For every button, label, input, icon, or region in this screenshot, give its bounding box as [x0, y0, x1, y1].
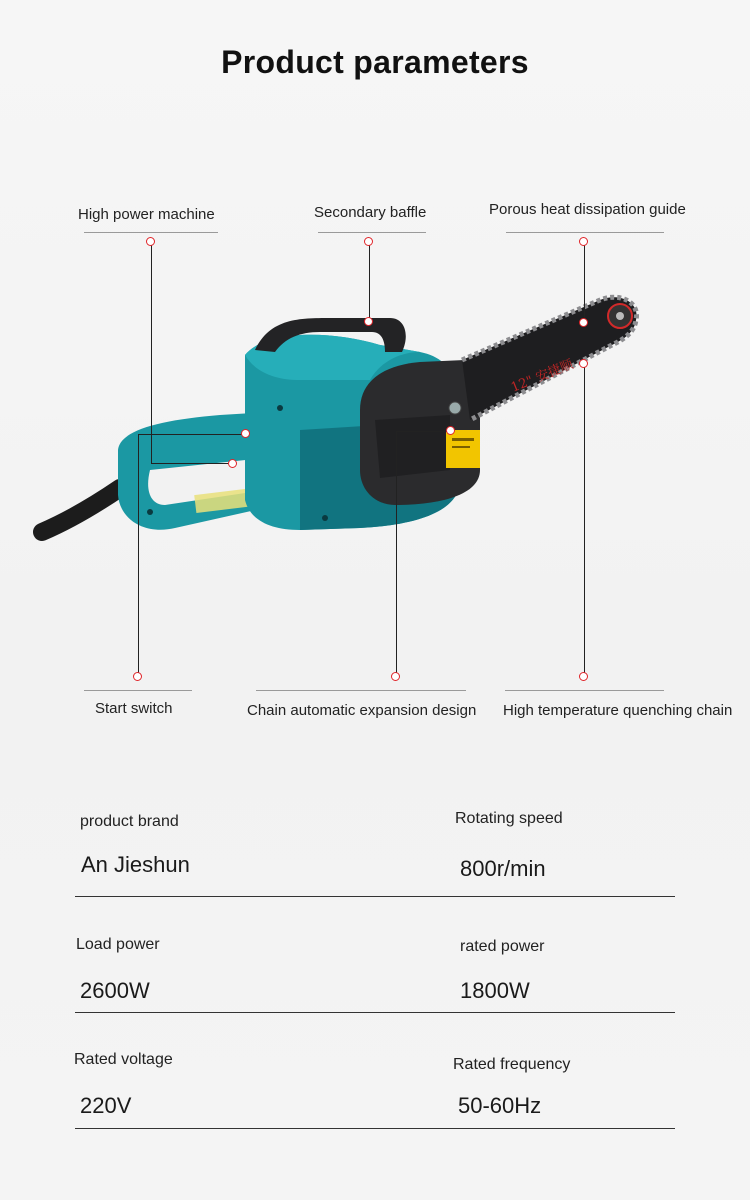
callout-chain-expansion: Chain automatic expansion design: [247, 702, 477, 719]
pointer-dot: [579, 359, 588, 368]
pointer-dot: [133, 672, 142, 681]
pointer-dot: [579, 672, 588, 681]
callout-rule: [256, 690, 466, 691]
pointer-line: [369, 242, 370, 322]
callout-rule: [505, 690, 664, 691]
pointer-dot: [391, 672, 400, 681]
pointer-line: [584, 364, 585, 677]
pointer-line: [138, 434, 139, 677]
spec-label-rated-power: rated power: [460, 938, 545, 955]
spec-value-rated-voltage: 220V: [80, 1093, 132, 1118]
callout-quenching-chain: High temperature quenching chain: [503, 702, 733, 719]
spec-label-rated-voltage: Rated voltage: [74, 1051, 173, 1068]
callout-porous-heat-dissipation: Porous heat dissipation guide: [489, 201, 686, 218]
spec-value-rotating-speed: 800r/min: [460, 856, 546, 881]
spec-label-rotating-speed: Rotating speed: [455, 810, 563, 827]
pointer-dot: [446, 426, 455, 435]
callout-secondary-baffle: Secondary baffle: [314, 204, 427, 221]
spec-label-rated-frequency: Rated frequency: [453, 1056, 571, 1073]
pointer-dot: [146, 237, 155, 246]
spec-row-divider: [75, 896, 675, 897]
page-title: Product parameters: [221, 44, 529, 80]
callout-high-power-machine: High power machine: [78, 206, 215, 223]
callout-start-switch: Start switch: [95, 700, 173, 717]
pointer-line: [138, 434, 246, 435]
pointer-dot: [579, 237, 588, 246]
spec-row-divider: [75, 1128, 675, 1129]
spec-value-brand: An Jieshun: [81, 852, 190, 877]
pointer-line: [151, 242, 152, 464]
pointer-line: [151, 463, 233, 464]
pointer-dot: [228, 459, 237, 468]
pointer-line: [584, 242, 585, 322]
pointer-line: [396, 431, 397, 677]
spec-value-load-power: 2600W: [80, 978, 150, 1003]
callout-rule: [84, 232, 218, 233]
callout-rule: [84, 690, 192, 691]
spec-value-rated-frequency: 50-60Hz: [458, 1093, 542, 1118]
spec-label-load-power: Load power: [76, 936, 160, 953]
spec-row-divider: [75, 1012, 675, 1013]
callout-rule: [506, 232, 664, 233]
chainsaw-image: [0, 250, 750, 580]
spec-value-rated-power: 1800W: [460, 978, 530, 1003]
callout-rule: [318, 232, 426, 233]
pointer-dot: [579, 318, 588, 327]
pointer-dot: [241, 429, 250, 438]
pointer-line: [396, 431, 451, 432]
pointer-dot: [364, 237, 373, 246]
svg-text:12" 安捷顺: 12" 安捷顺: [509, 357, 576, 396]
spec-label-brand: product brand: [80, 813, 179, 830]
pointer-dot: [364, 317, 373, 326]
